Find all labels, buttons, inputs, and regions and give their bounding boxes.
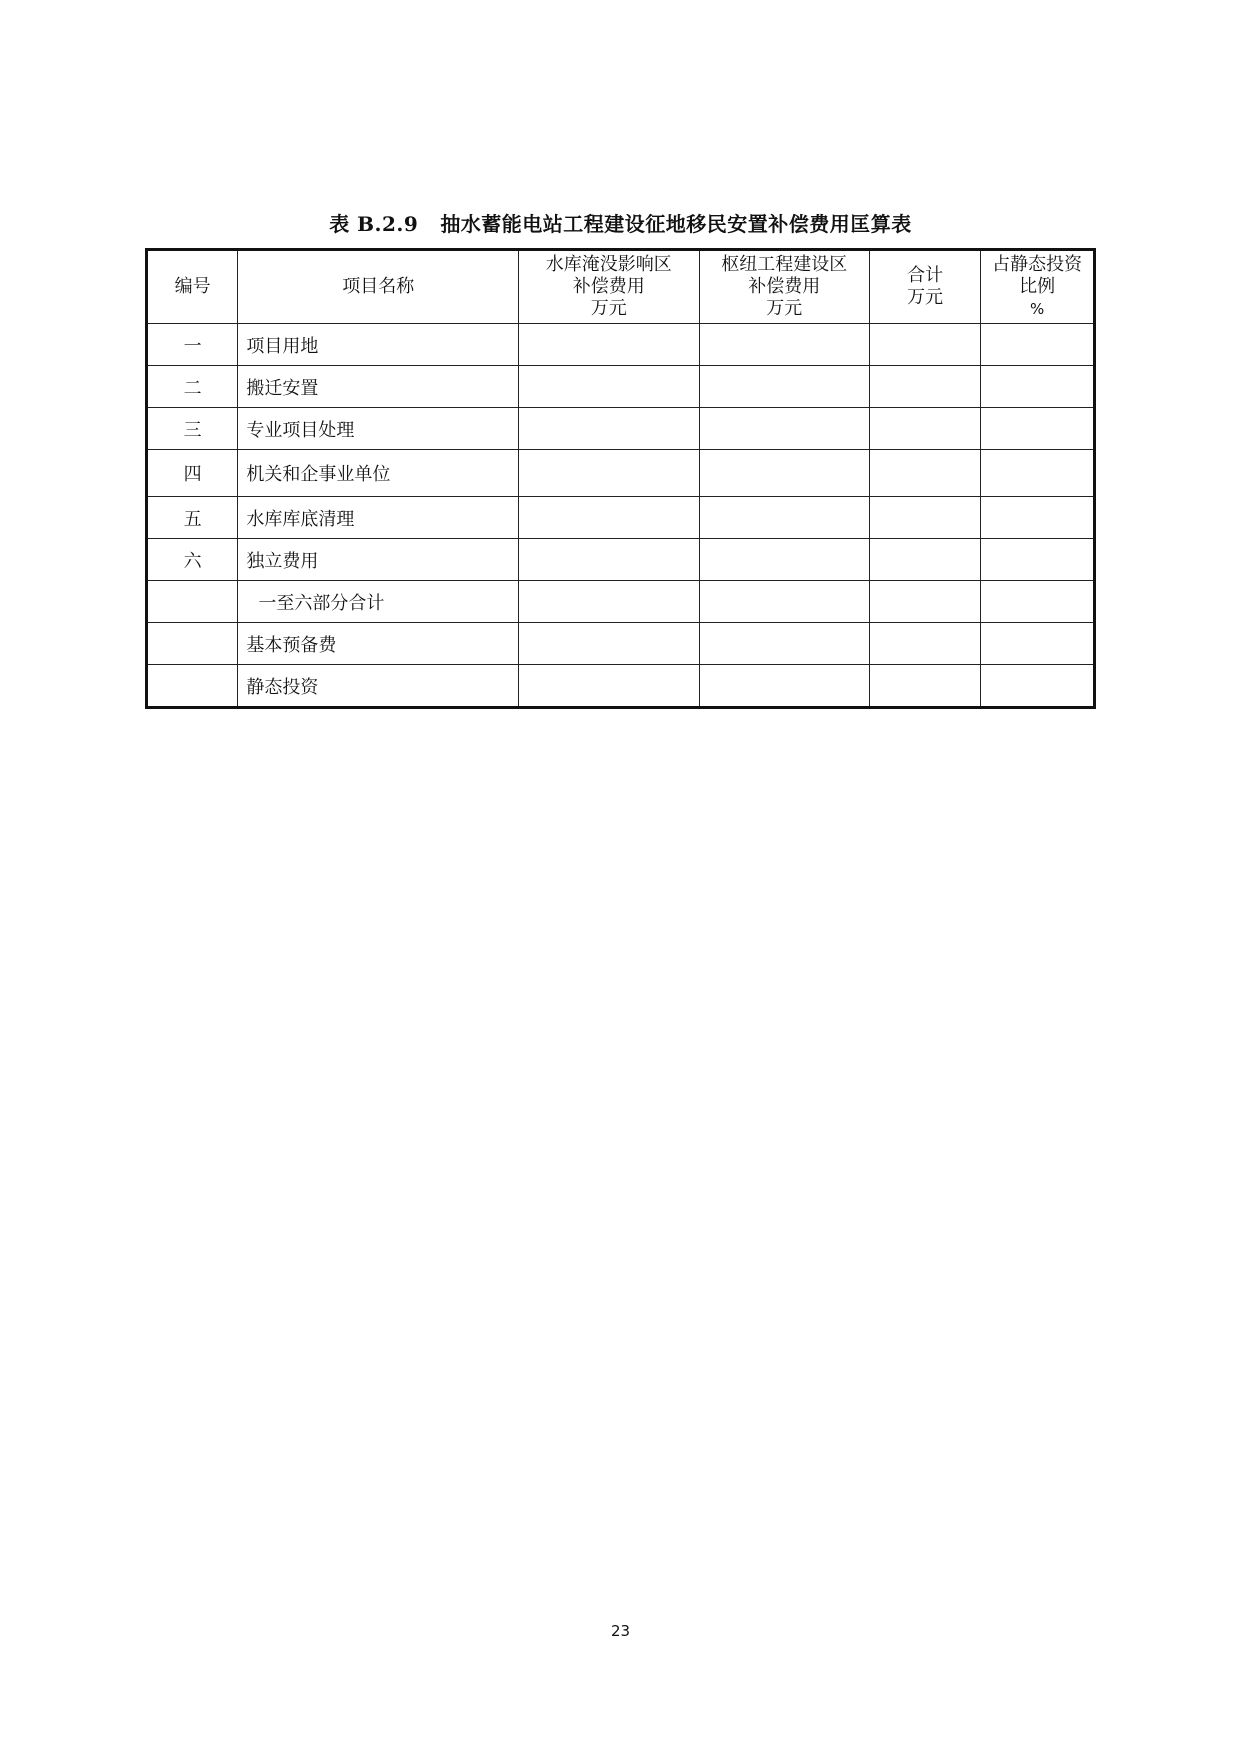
cell-reservoir-cost xyxy=(519,450,699,497)
cell-total xyxy=(869,366,980,408)
cell-hub-cost xyxy=(699,324,869,366)
table-row xyxy=(147,665,1095,708)
row-item-name: 静态投资 xyxy=(238,665,519,708)
row-number: 二 xyxy=(147,366,238,408)
cell-hub-cost xyxy=(699,366,869,408)
header-total: 合计 万元 xyxy=(869,250,980,324)
cell-hub-cost xyxy=(699,665,869,708)
header-hub-cost: 枢纽工程建设区 补偿费用 万元 xyxy=(699,250,869,324)
row-item-name: 项目用地 xyxy=(238,324,519,366)
table-row xyxy=(147,324,1095,366)
cell-hub-cost xyxy=(699,497,869,539)
cell-total xyxy=(869,497,980,539)
row-item-name: 基本预备费 xyxy=(238,623,519,665)
cell-ratio xyxy=(981,408,1095,450)
cell-total xyxy=(869,539,980,581)
page-number: 23 xyxy=(610,1622,631,1640)
table-number: 表 B.2.9 xyxy=(329,212,419,236)
header-item-name: 项目名称 xyxy=(238,250,519,324)
cell-ratio xyxy=(981,324,1095,366)
row-number xyxy=(147,623,238,665)
cell-ratio xyxy=(981,366,1095,408)
table-row xyxy=(147,408,1095,450)
table-header-row xyxy=(147,250,1095,324)
compensation-cost-table xyxy=(145,248,1096,709)
cell-ratio xyxy=(981,623,1095,665)
cell-total xyxy=(869,408,980,450)
cell-ratio xyxy=(981,581,1095,623)
row-item-name: 水库库底清理 xyxy=(238,497,519,539)
cell-total xyxy=(869,450,980,497)
cell-reservoir-cost xyxy=(519,581,699,623)
cell-reservoir-cost xyxy=(519,366,699,408)
cell-reservoir-cost xyxy=(519,408,699,450)
cell-reservoir-cost xyxy=(519,623,699,665)
cell-total xyxy=(869,665,980,708)
row-number: 一 xyxy=(147,324,238,366)
table-title xyxy=(0,208,1241,237)
row-number: 五 xyxy=(147,497,238,539)
cell-hub-cost xyxy=(699,539,869,581)
row-item-name: 专业项目处理 xyxy=(238,408,519,450)
cell-reservoir-cost xyxy=(519,539,699,581)
row-number: 六 xyxy=(147,539,238,581)
table-title-text: 抽水蓄能电站工程建设征地移民安置补偿费用匡算表 xyxy=(440,212,912,236)
table-row xyxy=(147,366,1095,408)
row-item-name: 搬迁安置 xyxy=(238,366,519,408)
cell-ratio xyxy=(981,539,1095,581)
row-number xyxy=(147,581,238,623)
cell-total xyxy=(869,623,980,665)
row-number: 四 xyxy=(147,450,238,497)
header-ratio: 占静态投资 比例 % xyxy=(981,250,1095,324)
row-item-name: 一至六部分合计 xyxy=(238,581,519,623)
cell-hub-cost xyxy=(699,623,869,665)
table-row xyxy=(147,623,1095,665)
row-number xyxy=(147,665,238,708)
row-number: 三 xyxy=(147,408,238,450)
cell-reservoir-cost xyxy=(519,665,699,708)
cell-reservoir-cost xyxy=(519,497,699,539)
cell-hub-cost xyxy=(699,581,869,623)
cell-total xyxy=(869,581,980,623)
header-reservoir-cost: 水库淹没影响区 补偿费用 万元 xyxy=(519,250,699,324)
table-row xyxy=(147,497,1095,539)
row-item-name: 独立费用 xyxy=(238,539,519,581)
cell-total xyxy=(869,324,980,366)
cell-reservoir-cost xyxy=(519,324,699,366)
table-row xyxy=(147,450,1095,497)
table-row xyxy=(147,581,1095,623)
cell-hub-cost xyxy=(699,450,869,497)
cell-hub-cost xyxy=(699,408,869,450)
table-row xyxy=(147,539,1095,581)
cell-ratio xyxy=(981,665,1095,708)
cell-ratio xyxy=(981,497,1095,539)
header-no: 编号 xyxy=(147,250,238,324)
row-item-name: 机关和企事业单位 xyxy=(238,450,519,497)
cell-ratio xyxy=(981,450,1095,497)
